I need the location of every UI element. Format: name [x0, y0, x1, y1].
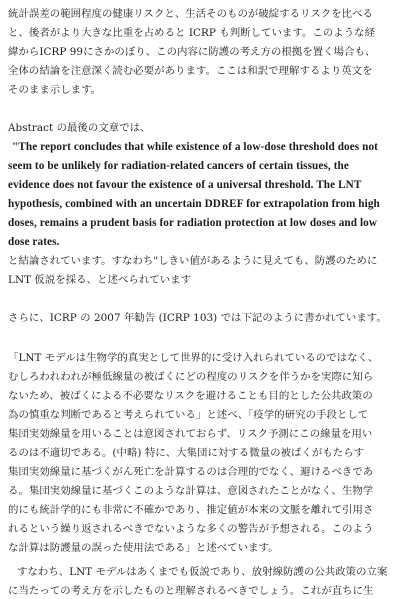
quote-line: doses, remains a prudent basis for radiation protection at low doses and low	[8, 217, 378, 229]
quote-line: むしろわれわれが極低線量の被ばくにどの程度のリスクを伴うかを実際に知ら	[8, 371, 374, 383]
quote-line: 的にも統計学的にも非常に不確かであり、推定値が本来の文脈を離れて引用さ	[8, 504, 374, 516]
text-line: 全体の結論を注意深く読む必要があります。ここは和訳で理解するより英文を	[8, 65, 373, 77]
quote-line: "The report concludes that while existence of a low-dose threshold does not	[12, 141, 379, 153]
quote-line: な計算は防護量の誤った使用法である」と述べています。	[8, 542, 279, 554]
text-line: 統計誤差の範囲程度の健康リスクと、生活そのものが破綻するリスクを比べる	[8, 8, 374, 20]
text-line: すなわち、LNT モデルはあくまでも仮説であり、放射線防護の公共政策の立案	[17, 566, 388, 578]
text-line: LNT 仮説を採る、と述べられています	[8, 274, 192, 286]
quote-line: るのは不適切である。(中略) 特に、大集団に対する微量の被ばくがもたらす	[8, 447, 365, 459]
quote-line: evidence does not favour the existence of a universal threshold. The LNT	[8, 179, 362, 191]
quote-line: seem to be unlikely for radiation-related cancers of certain tissues, the	[8, 160, 349, 172]
quote-line: hypothesis, combined with an uncertain DDREF for extrapolation from high	[8, 198, 380, 210]
quote-line: 「LNT モデルは生物学的真実として世界的に受け入れられているのではなく、	[8, 352, 379, 364]
text-line: Abstract の最後の文章では、	[8, 122, 151, 134]
quote-line: 集団実効線量を用いることは意図されておらず、リスク予測にこの線量を用い	[8, 428, 373, 440]
quote-line: 集団実効線量に基づくがん死亡を計算するのは合理的でなく、避けるべきであ	[8, 466, 374, 478]
quote-line: 為の慎重な判断であると考えられている」と述べ、「疫学的研究の手段として	[8, 409, 369, 421]
text-line: に当たっての考え方を示したものと理解されるべきでしょう。これが直ちに生	[8, 585, 374, 597]
quote-line: る。集団実効線量に基づくこのような計算は、意図されたことがなく、生物学	[8, 485, 374, 497]
quote-line: dose rates.	[8, 236, 60, 248]
text-line: と結論されています。すなわち"しきい値があるように見えても、防護のために	[8, 255, 378, 267]
quote-line: れるという繰り返されるべきでないような多くの警告が予想される。このよう	[8, 523, 374, 535]
text-line: さらに、ICRP の 2007 年勧告 (ICRP 103) では下記のように書かれています。	[8, 312, 387, 324]
text-line: 緯からICRP 99にさかのぼり、この内容に防護の考え方の根拠を置く場合も、	[8, 46, 376, 58]
text-line: そのまま示します。	[8, 84, 102, 96]
quote-line: ないため、被ばくによる不必要なリスクを避けることも目的とした公共政策の	[8, 390, 373, 402]
text-line: と、後者がより大きな比重を占めると ICRP も判断しています。このような経	[8, 27, 376, 39]
